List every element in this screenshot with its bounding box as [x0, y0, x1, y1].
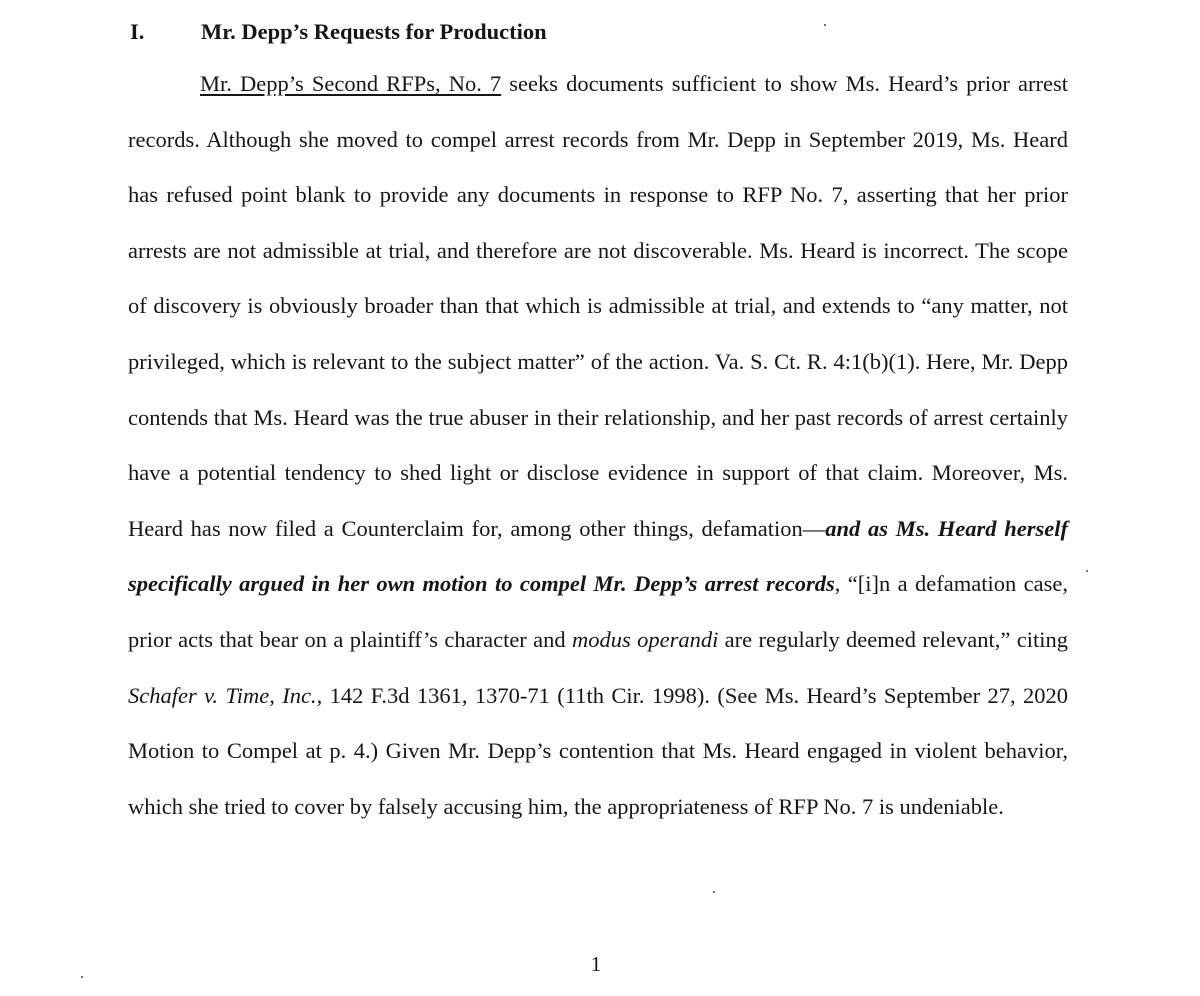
latin-term: modus operandi [571, 626, 719, 652]
section-number: I. [130, 19, 145, 44]
paragraph-text-2: , “[i]n a defamation case, prior acts that bear on a plaintiff’s character and [128, 571, 1068, 652]
scan-speck [824, 24, 826, 26]
paragraph-text-4: , 142 F.3d 1361, 1370-71 (11th Cir. 1998). (See Ms. Heard’s September 27, 2020 Motion to Compel at p. 4.) Given Mr. Depp’s contention that Ms. Heard engaged in violent behavior, which she tried to cover by falsely accusing him, the appropriateness of RFP No. 7 is undeniable. [128, 682, 1068, 819]
case-citation: Schafer v. Time, Inc. [128, 682, 317, 708]
section-title: Mr. Depp’s Requests for Production [201, 19, 547, 44]
page-number: 1 [590, 952, 602, 976]
scan-speck [81, 976, 83, 978]
paragraph-text-1: seeks documents sufficient to show Ms. Heard’s prior arrest records. Although she moved to compel arrest records from Mr. Depp in September 2019, Ms. Heard has refused point blank to provide any documents in response to RFP No. 7, asserting that her prior arrests are not admissible at trial, and therefore are not discoverable. Ms. Heard is incorrect. The scope of discovery is obviously broader than that which is admissible at trial, and extends to “any matter, not privileged, which is relevant to the subject matter” of the action. Va. S. Ct. R. 4:1(b)(1). Here, Mr. Depp contends that Ms. Heard was the true abuser in their relationship, and her past records of arrest certainly have a potential tendency to shed light or disclose evidence in support of that claim. Moreover, Ms. Heard has now filed a Counterclaim for, among other things, defamation— [128, 71, 1068, 541]
scan-speck [1086, 570, 1088, 572]
emphasis-text: and as Ms. Heard herself specifically argued in her own motion to compel Mr. Depp’s arrest records [128, 515, 1068, 597]
rfp-reference: Mr. Depp’s Second RFPs, No. 7 [200, 71, 502, 96]
scan-speck [713, 891, 715, 893]
body-paragraph [128, 56, 1068, 834]
paragraph-text-3: are regularly deemed relevant,” citing [718, 626, 1068, 652]
